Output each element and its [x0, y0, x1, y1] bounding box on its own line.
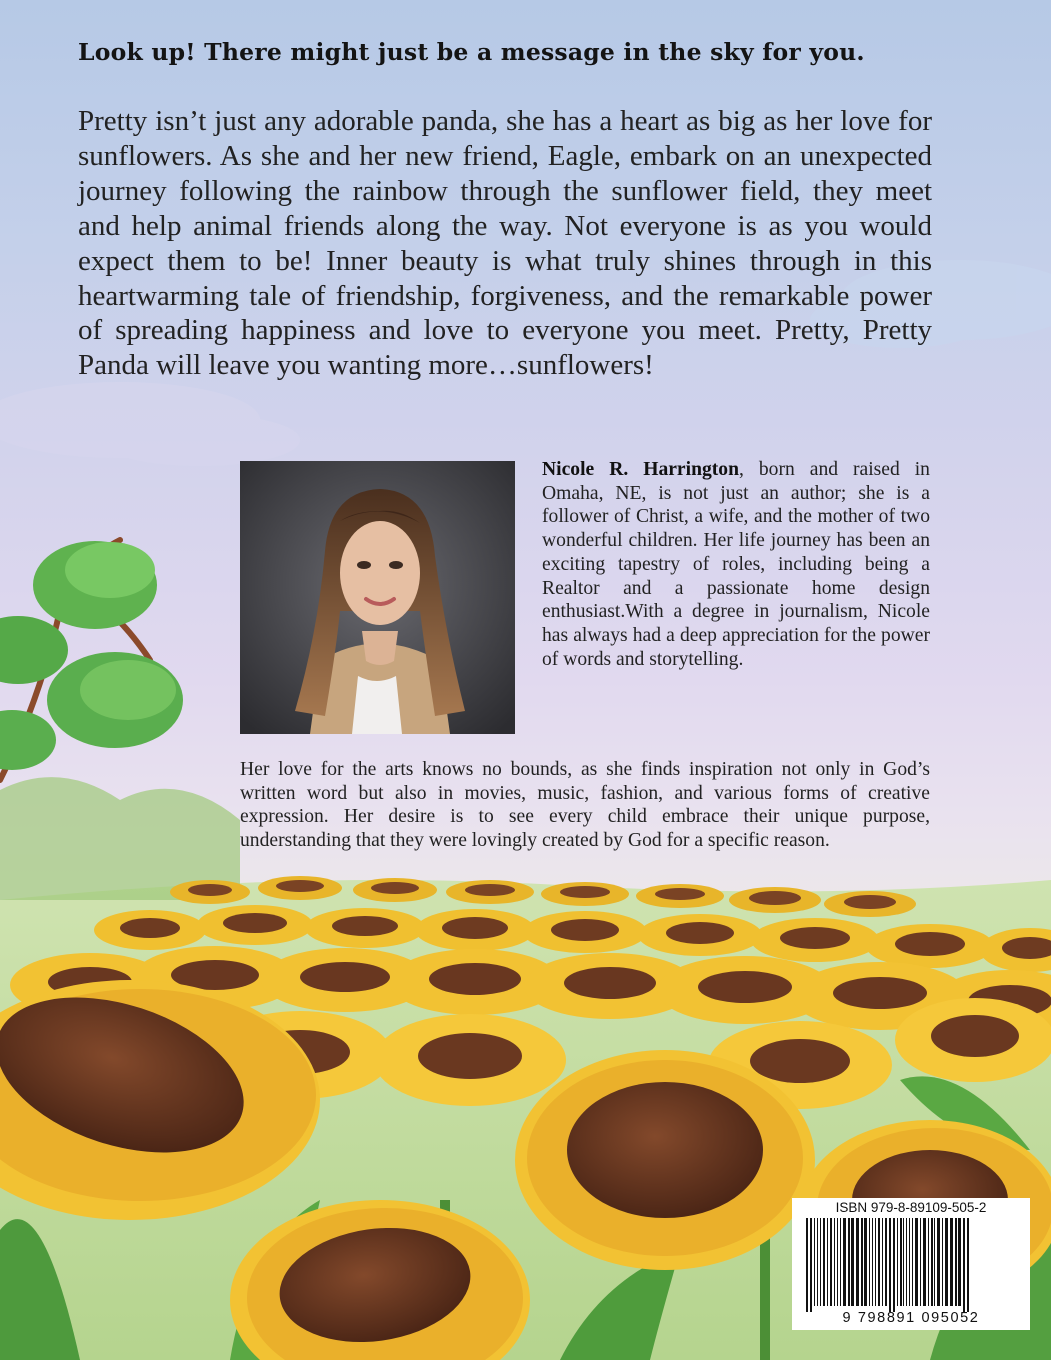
barcode-bar [950, 1218, 953, 1306]
barcode-bar [931, 1218, 933, 1306]
barcode-bar [906, 1218, 907, 1306]
barcode-bar [820, 1218, 821, 1306]
ean-digits: 9 798891 095052 [842, 1310, 980, 1326]
big-sunflower-center [515, 1050, 815, 1270]
barcode-bar [928, 1218, 929, 1306]
barcode-bar [934, 1218, 935, 1306]
book-description: Pretty isn’t just any adorable panda, she has a heart as big as her love for sunflowers. As she and her new friend, Eagle, embark on an unexpected journey following the rainbow through the sunflower field, they meet and help animal friends along the way. Not everyone is as you would expect them to be! Inner beauty is what truly shines through in this heartwarming tale of friendship, forgiveness, and the remarkable power of spreading happiness and love to everyone you meet. Pretty, Pretty Panda will leave you wanting more…sunflowers! [78, 105, 932, 382]
barcode-bar [861, 1218, 863, 1306]
barcode-bar [889, 1218, 891, 1312]
barcode-bars [792, 1218, 1030, 1314]
barcode-bar [882, 1218, 883, 1306]
barcode-bar [872, 1218, 873, 1306]
barcode-bar [915, 1218, 918, 1306]
barcode-bar [937, 1218, 940, 1306]
tree [0, 540, 183, 780]
barcode-bar [963, 1218, 965, 1312]
barcode-bar [817, 1218, 818, 1306]
barcode-bar [967, 1218, 969, 1312]
barcode-bar [903, 1218, 904, 1306]
barcode-bar [837, 1218, 838, 1306]
author-name: Nicole R. Harrington [542, 459, 739, 480]
barcode-bar [945, 1218, 948, 1306]
author-bio [542, 458, 930, 671]
barcode-bar [897, 1218, 898, 1306]
tagline: Look up! There might just be a message in the sky for you. [78, 38, 865, 66]
barcode-bar [827, 1218, 828, 1306]
barcode-bar [814, 1218, 815, 1306]
barcode-bar [885, 1218, 887, 1306]
barcode-bar [834, 1218, 835, 1306]
barcode-bar [875, 1218, 876, 1306]
isbn-barcode [792, 1198, 1030, 1330]
barcode-bar [823, 1218, 825, 1306]
barcode-bar [869, 1218, 870, 1306]
barcode-bar [893, 1218, 895, 1312]
isbn-label: ISBN 979-8-89109-505-2 [835, 1200, 987, 1215]
barcode-bar [900, 1218, 902, 1306]
barcode-bar [958, 1218, 961, 1306]
barcode-bar [806, 1218, 808, 1312]
barcode-bar [830, 1218, 832, 1306]
barcode-bar [856, 1218, 859, 1306]
barcode-bar [923, 1218, 926, 1306]
barcode-bar [878, 1218, 880, 1306]
barcode-bar [864, 1218, 867, 1306]
cloud [0, 382, 300, 466]
author-photo [240, 461, 515, 734]
author-bio-continued: Her love for the arts knows no bounds, as she finds inspiration not only in God’s written word but also in movies, music, fashion, and various forms of creative expression. Her desire is to see every child embrace their unique purpose, understanding that they were lovingly created by God for a specific reason. [240, 759, 930, 851]
barcode-bar [912, 1218, 913, 1306]
author-portrait-illustration [240, 461, 515, 734]
barcode-bar [848, 1218, 850, 1306]
author-bio-text: , born and raised in Omaha, NE, is not just an author; she is a follower of Christ, a wife, and the mother of two wonderful children. Her life journey has been an exciting tapestry of roles, including being a Realtor and a passionate home design enthusiast.With a degree in journalism, Nicole has always had a deep appreciation for the power of words and storytelling. [542, 459, 930, 670]
barcode-bar [843, 1218, 846, 1306]
barcode-bar [955, 1218, 957, 1306]
barcode-bar [942, 1218, 943, 1306]
barcode-bar [920, 1218, 921, 1306]
barcode-bar [909, 1218, 910, 1306]
barcode-bar [840, 1218, 841, 1306]
barcode-bar [851, 1218, 854, 1306]
barcode-bar [810, 1218, 812, 1312]
